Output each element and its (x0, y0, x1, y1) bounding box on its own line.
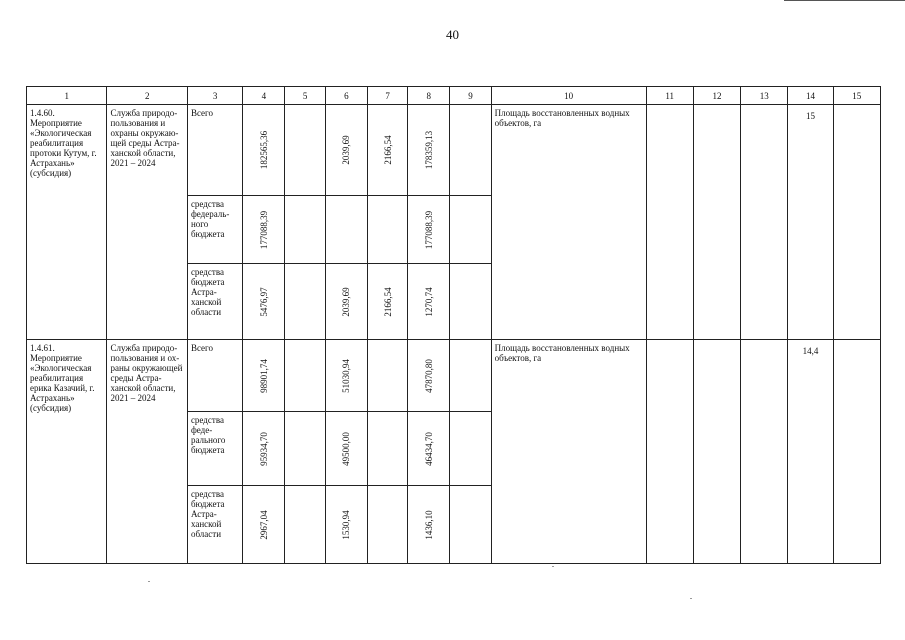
amount-value: 2039,69 (341, 135, 352, 165)
column-header-12: 12 (693, 87, 740, 105)
empty-cell-15 (833, 105, 880, 340)
column-header-9: 9 (450, 87, 491, 105)
amount-cell-c8 (408, 196, 450, 264)
program-table (26, 86, 881, 564)
amount-cell-c6 (325, 196, 367, 264)
executor-cell-text: Служба природо-пользования и ох-раны окружающей среды Астра-ханской области, 2021 – 2024 (110, 343, 183, 403)
activity-cell (27, 105, 107, 340)
target-value-cell-text: 14,4 (802, 346, 819, 356)
table-row (27, 105, 881, 196)
funding-source-cell-text: Всего (190, 343, 214, 353)
amount-cell-c9 (450, 105, 491, 196)
amount-cell-c8 (408, 264, 450, 340)
activity-cell (27, 340, 107, 564)
amount-cell-c4 (243, 264, 285, 340)
column-header-14: 14 (788, 87, 833, 105)
amount-value: 46434,70 (423, 431, 434, 466)
funding-source-cell (187, 196, 242, 264)
column-header-13: 13 (741, 87, 788, 105)
scan-speck (148, 581, 150, 582)
funding-source-cell-text: средства феде-рального бюджета (190, 415, 226, 455)
column-header-6: 6 (325, 87, 367, 105)
column-header-4: 4 (243, 87, 285, 105)
empty-cell-13 (741, 340, 788, 564)
amount-cell-c6 (325, 340, 367, 412)
amount-value: 2166,54 (382, 135, 393, 165)
empty-cell-11 (646, 105, 693, 340)
amount-value: 49500,00 (341, 431, 352, 466)
amount-cell-c9 (450, 340, 491, 412)
amount-cell-c5 (285, 105, 325, 196)
executor-cell-text: Служба природо-пользования и охраны окружаю-щей среды Астра-ханской области, 2021 – 2024 (110, 108, 180, 168)
activity-cell-text: 1.4.61. Мероприятие «Экологическая реабилитация ерика Казачий, г. Астрахань» (субсидия) (30, 343, 95, 413)
funding-source-cell (187, 264, 242, 340)
executor-cell (107, 340, 187, 564)
indicator-cell (491, 105, 646, 340)
column-header-7: 7 (367, 87, 407, 105)
amount-cell-c7 (367, 486, 407, 564)
amount-value: 1436,10 (423, 509, 434, 540)
funding-source-cell (187, 340, 242, 412)
indicator-cell (491, 340, 646, 564)
amount-cell-c7 (367, 340, 407, 412)
amount-cell-c6 (325, 412, 367, 486)
amount-cell-c5 (285, 486, 325, 564)
amount-cell-c7 (367, 105, 407, 196)
amount-value: 178359,13 (423, 130, 434, 170)
amount-value: 1530,94 (341, 509, 352, 540)
amount-cell-c4 (243, 340, 285, 412)
executor-cell (107, 105, 187, 340)
amount-value: 177088,39 (423, 210, 434, 249)
amount-cell-c6 (325, 105, 367, 196)
column-header-3: 3 (187, 87, 242, 105)
amount-value: 98901,74 (258, 358, 269, 393)
amount-cell-c8 (408, 412, 450, 486)
amount-cell-c4 (243, 196, 285, 264)
column-header-8: 8 (408, 87, 450, 105)
amount-value: 5476,97 (258, 286, 269, 317)
funding-source-cell (187, 486, 242, 564)
amount-cell-c7 (367, 412, 407, 486)
column-header-15: 15 (833, 87, 880, 105)
amount-cell-c5 (285, 196, 325, 264)
amount-cell-c9 (450, 412, 491, 486)
target-value-cell-text: 15 (805, 111, 815, 121)
funding-source-cell-text: средства бюджета Астра-ханской области (190, 489, 225, 539)
column-header-5: 5 (285, 87, 325, 105)
amount-cell-c7 (367, 196, 407, 264)
amount-cell-c4 (243, 486, 285, 564)
funding-source-cell-text: Всего (190, 108, 214, 118)
funding-source-cell (187, 105, 242, 196)
indicator-cell-text: Площадь восстановленных водных объектов, га (494, 108, 630, 128)
column-header-11: 11 (646, 87, 693, 105)
column-header-1: 1 (27, 87, 107, 105)
scan-speck (552, 566, 554, 567)
amount-cell-c5 (285, 340, 325, 412)
amount-value: 1270,74 (423, 286, 434, 317)
funding-source-cell (187, 412, 242, 486)
table-row (27, 340, 881, 412)
amount-cell-c5 (285, 412, 325, 486)
amount-value: 95934,70 (258, 431, 269, 466)
top-rule (784, 0, 905, 1)
amount-cell-c9 (450, 486, 491, 564)
column-header-2: 2 (107, 87, 187, 105)
amount-cell-c9 (450, 264, 491, 340)
amount-cell-c6 (325, 264, 367, 340)
funding-source-cell-text: средства федераль-ного бюджета (190, 199, 230, 239)
empty-cell-13 (741, 105, 788, 340)
target-value-cell (788, 105, 833, 340)
activity-cell-text: 1.4.60. Мероприятие «Экологическая реабилитация протоки Кутум, г. Астрахань» (субсидия) (30, 108, 97, 178)
amount-value: 2166,54 (382, 286, 393, 317)
amount-cell-c6 (325, 486, 367, 564)
amount-value: 177088,39 (258, 210, 269, 249)
amount-cell-c8 (408, 105, 450, 196)
amount-value: 182565,36 (258, 130, 269, 170)
funding-source-cell-text: средства бюджета Астра-ханской области (190, 267, 225, 317)
page-number: 40 (446, 27, 459, 42)
amount-value: 2039,69 (341, 286, 352, 317)
empty-cell-12 (693, 340, 740, 564)
amount-cell-c4 (243, 105, 285, 196)
amount-cell-c5 (285, 264, 325, 340)
amount-value: 47870,80 (423, 358, 434, 393)
amount-value: 2967,04 (258, 509, 269, 540)
column-header-10: 10 (491, 87, 646, 105)
amount-cell-c8 (408, 340, 450, 412)
scan-speck (690, 598, 692, 599)
amount-cell-c8 (408, 486, 450, 564)
amount-cell-c4 (243, 412, 285, 486)
header-row (27, 87, 881, 105)
target-value-cell (788, 340, 833, 564)
amount-cell-c7 (367, 264, 407, 340)
empty-cell-11 (646, 340, 693, 564)
amount-cell-c9 (450, 196, 491, 264)
indicator-cell-text: Площадь восстановленных водных объектов, га (494, 343, 630, 363)
empty-cell-12 (693, 105, 740, 340)
empty-cell-15 (833, 340, 880, 564)
amount-value: 51030,94 (341, 358, 352, 393)
